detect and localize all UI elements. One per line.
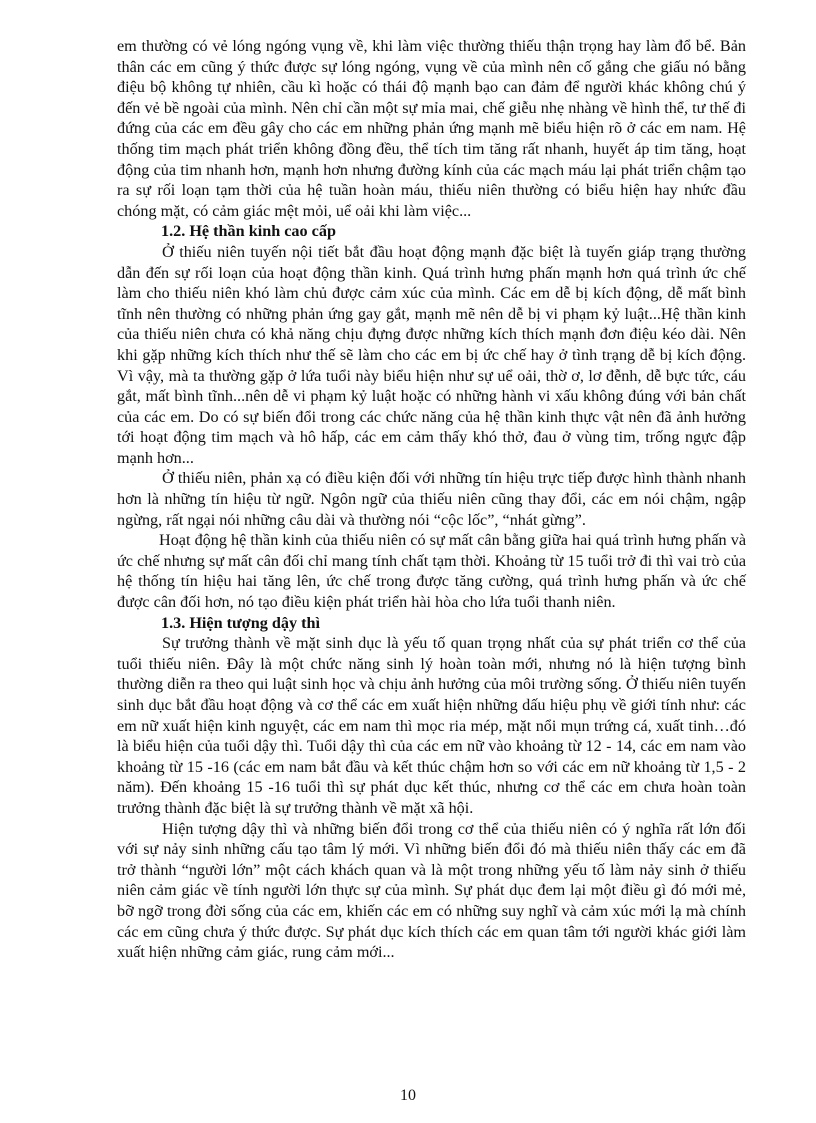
page-number: 10 — [400, 1087, 416, 1104]
document-page — [117, 36, 746, 963]
section-heading-1-2: 1.2. Hệ thần kinh cao cấp — [161, 222, 336, 241]
section-heading-1-3: 1.3. Hiện tượng dậy thì — [161, 613, 320, 632]
intro-paragraph: em thường có vẻ lóng ngóng vụng về, khi làm việc thường thiếu thận trọng hay làm đổ bể. Bản thân các em cũng ý thức được sự lóng ngóng, vụng về của mình nên cố gắng che giấu nó bằng điệu bộ không tự nhiên, cầu kì hoặc có thái độ mạnh bạo can đảm để người khác không chú ý đến vẻ bề ngoài của mình. Nên chỉ cần một sự mỉa mai, chế giễu nhẹ nhàng về hình thể, tư thế đi đứng của các em đều gây cho các em những phản ứng mạnh mẽ biểu hiện rõ ở các em nam. Hệ thống tim mạch phát triển không đồng đều, thể tích tim tăng rất nhanh, huyết áp tim tăng, hoạt động của tim nhanh hơn, mạnh hơn nhưng đường kính của các mạch máu lại phát triển chậm tạo ra sự rối loạn tạm thời của hệ tuần hoàn máu, thiếu niên thường có biểu hiện hay nhức đầu chóng mặt, có cảm giác mệt mỏi, uể oải khi làm việc... — [117, 37, 746, 220]
paragraph: Ở thiếu niên, phản xạ có điều kiện đối với những tín hiệu trực tiếp được hình thành nhanh hơn là những tín hiệu từ ngữ. Ngôn ngữ của thiếu niên cũng thay đổi, các em nói chậm, ngập ngừng, rất ngại nói những câu dài và thường nói “cộc lốc”, “nhát gừng”. — [117, 469, 746, 529]
paragraph: Sự trưởng thành về mặt sinh dục là yếu tố quan trọng nhất của sự phát triển cơ thể của tuổi thiếu niên. Đây là một chức năng sinh lý hoàn toàn mới, nhưng nó là hiện tượng bình thường diễn ra theo qui luật sinh học và chịu ảnh hưởng của môi trường sống. Ở thiếu niên tuyến sinh dục bắt đầu hoạt động và cơ thể các em xuất hiện những dấu hiệu phụ về giới tính như: các em nữ xuất hiện kinh nguyệt, các em nam thì mọc ria mép, mặt nổi mụn trứng cá, xuất tinh…đó là biểu hiện của tuổi dậy thì. Tuổi dậy thì của các em nữ vào khoảng từ 12 - 14, các em nam vào khoảng từ 15 -16 (các em nam bắt đầu và kết thúc chậm hơn so với các em nữ khoảng từ 1,5 - 2 năm). Đến khoảng 15 -16 tuổi thì sự phát dục kết thúc, nhưng cơ thể các em chưa hoàn toàn trưởng thành đặc biệt là sự trưởng thành về mặt xã hội. — [117, 634, 746, 817]
paragraph: Hiện tượng dậy thì và những biến đổi trong cơ thể của thiếu niên có ý nghĩa rất lớn đối với sự nảy sinh những cấu tạo tâm lý mới. Vì những biến đổi đó mà thiếu niên thấy các em đã trở thành “người lớn” một cách khách quan và là một trong những yếu tố làm nảy sinh ở thiếu niên cảm giác về tính người lớn thực sự của mình. Sự phát dục đem lại một điều gì đó mới mẻ, bỡ ngỡ trong đời sống của các em, khiến các em có những suy nghĩ và cảm xúc mới lạ mà chính các em cũng chưa ý thức được. Sự phát dục kích thích các em quan tâm tới người khác giới làm xuất hiện những cảm giác, rung cảm mới... — [117, 819, 746, 962]
paragraph: Ở thiếu niên tuyến nội tiết bắt đầu hoạt động mạnh đặc biệt là tuyến giáp trạng thường dẫn đến sự rối loạn của hoạt động thần kinh. Quá trình hưng phấn mạnh hơn quá trình ức chế làm cho thiếu niên khó làm chủ được cảm xúc của mình. Các em dễ bị kích động, dễ mất bình tĩnh nên thường có những phản ứng gay gắt, mạnh mẽ nên dễ bị vi phạm kỷ luật...Hệ thần kinh của thiếu niên chưa có khả năng chịu đựng được những kích thích mạnh đơn điệu kéo dài. Nên khi gặp những kích thích như thế sẽ làm cho các em bị ức chế hay ở tình trạng dễ bị kích động. Vì vậy, mà ta thường gặp ở lứa tuổi này biểu hiện như sự uể oải, thờ ơ, lơ đễnh, dễ bực tức, cáu gắt, mất bình tĩnh...nên dễ vi phạm kỷ luật hoặc có những hành vi xấu không đúng với bản chất của các em. Do có sự biến đổi trong các chức năng của hệ thần kinh thực vật nên đã ảnh hưởng tới hoạt động tim mạch và hô hấp, các em cảm thấy khó thở, đau ở vùng tim, trống ngực đập mạnh hơn... — [117, 242, 746, 467]
paragraph: Hoạt động hệ thần kinh của thiếu niên có sự mất cân bằng giữa hai quá trình hưng phấn và ức chế nhưng sự mất cân đối chỉ mang tính chất tạm thời. Khoảng từ 15 tuổi trở đi thì vai trò của hệ thống tín hiệu hai tăng lên, ức chế trong được tăng cường, quá trình hưng phấn và ức chế được cân đối hơn, nó tạo điều kiện phát triển hài hòa cho lứa tuổi thanh niên. — [117, 531, 746, 612]
